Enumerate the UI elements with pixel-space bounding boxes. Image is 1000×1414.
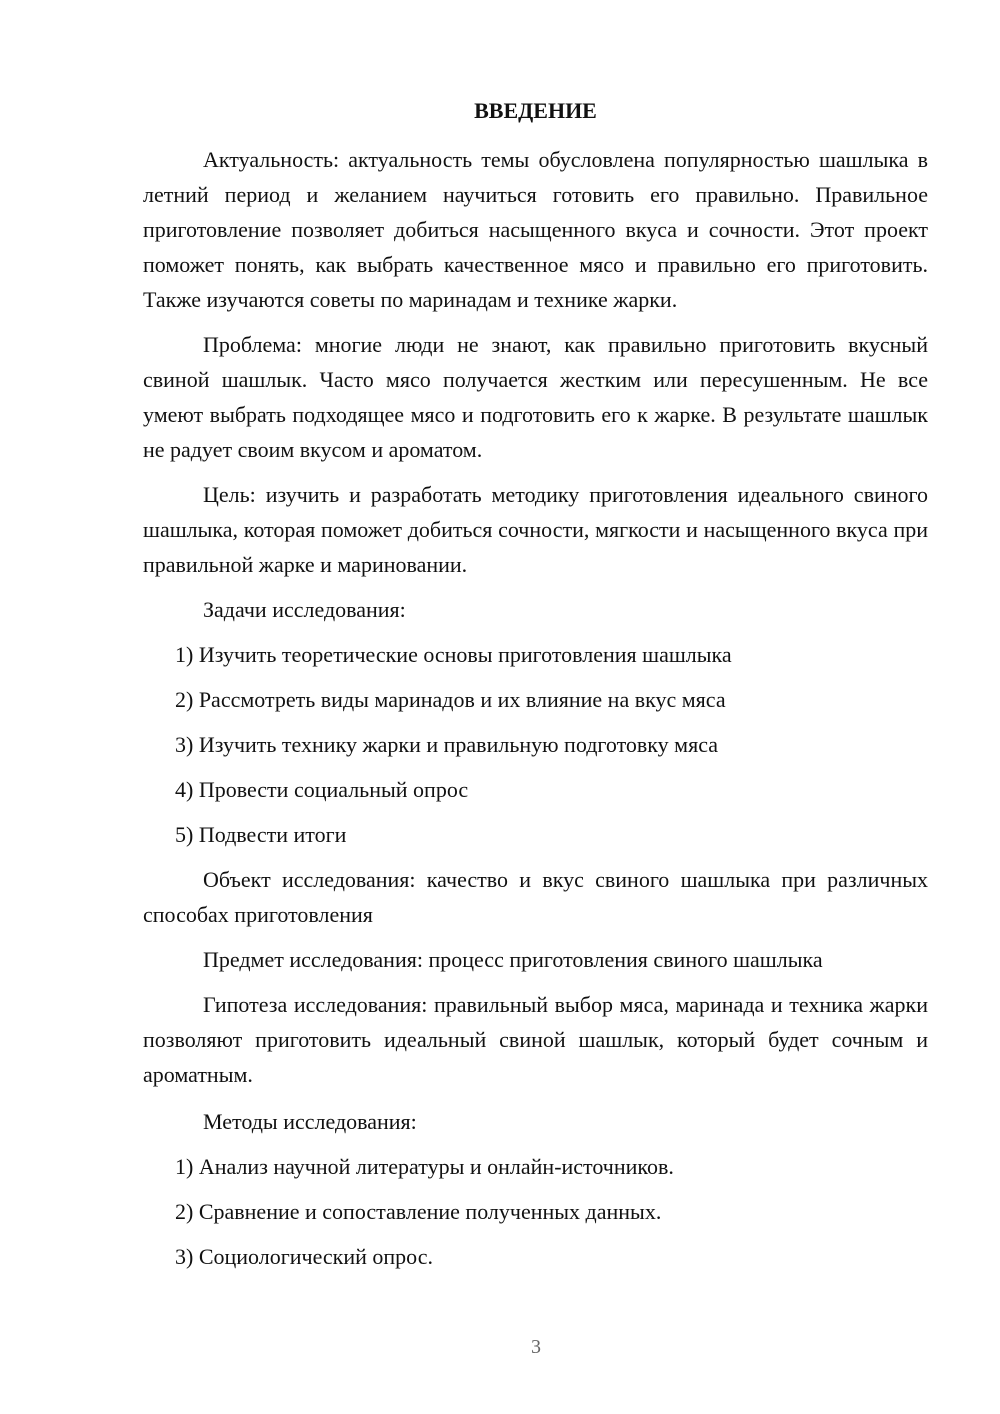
- list-item: 2) Сравнение и сопоставление полученных данных.: [175, 1199, 662, 1224]
- object-paragraph: Объект исследования: качество и вкус свиного шашлыка при различных способах приготовления: [143, 867, 928, 927]
- tasks-heading: Задачи исследования:: [203, 597, 406, 622]
- methods-list: [143, 1149, 928, 1284]
- hypothesis-paragraph: Гипотеза исследования: правильный выбор мяса, маринада и техника жарки позволяют приготовить идеальный свиной шашлык, который будет сочным и ароматным.: [143, 992, 928, 1087]
- list-item: 1) Изучить теоретические основы приготовления шашлыка: [175, 642, 732, 667]
- tasks-list: [143, 637, 928, 862]
- list-item: 4) Провести социальный опрос: [175, 777, 469, 802]
- goal-paragraph: Цель: изучить и разработать методику приготовления идеального свиного шашлыка, которая поможет добиться сочности, мягкости и насыщенного вкуса при правильной жарке и мариновании.: [143, 482, 928, 577]
- list-item: 1) Анализ научной литературы и онлайн-источников.: [175, 1154, 674, 1179]
- list-item: 3) Социологический опрос.: [175, 1244, 433, 1269]
- relevance-paragraph: Актуальность: актуальность темы обусловлена популярностью шашлыка в летний период и желанием научиться готовить его правильно. Правильное приготовление позволяет добиться насыщенного вкуса и сочности. Этот проект поможет понять, как выбрать качественное мясо и правильно его приготовить. Также изучаются советы по маринадам и технике жарки.: [143, 147, 928, 312]
- list-item: 3) Изучить технику жарки и правильную подготовку мяса: [175, 732, 719, 757]
- methods-heading: Методы исследования:: [203, 1109, 417, 1134]
- list-item: 5) Подвести итоги: [175, 822, 347, 847]
- page-content: [143, 142, 928, 1284]
- problem-paragraph: Проблема: многие люди не знают, как правильно приготовить вкусный свиной шашлык. Часто мясо получается жестким или пересушенным. Не все умеют выбрать подходящее мясо и подготовить его к жарке. В результате шашлык не радует своим вкусом и ароматом.: [143, 332, 928, 462]
- page-title: ВВЕДЕНИЕ: [474, 98, 597, 123]
- list-item: 2) Рассмотреть виды маринадов и их влияние на вкус мяса: [175, 687, 726, 712]
- page-number: 3: [531, 1336, 541, 1358]
- subject-paragraph: Предмет исследования: процесс приготовления свиного шашлыка: [203, 947, 823, 972]
